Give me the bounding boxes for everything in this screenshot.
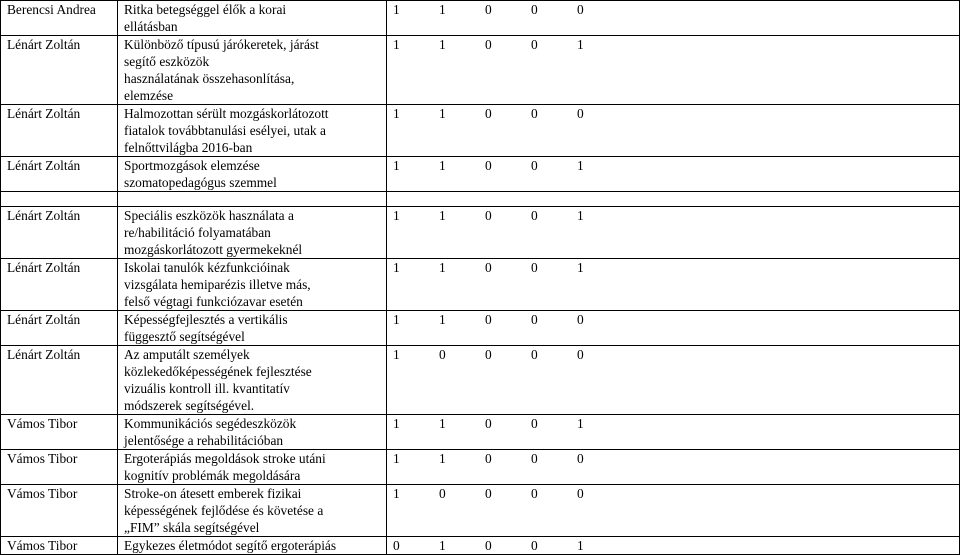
score-value: 0 — [485, 2, 492, 17]
scores-cell — [387, 1, 960, 36]
score-value: 1 — [577, 538, 584, 553]
title-cell — [118, 485, 387, 537]
score-value: 1 — [393, 347, 400, 362]
score-value: 0 — [531, 2, 538, 17]
table-row — [1, 485, 960, 537]
author-cell: Vámos Tibor — [1, 415, 118, 450]
score-value: 1 — [393, 416, 400, 431]
title-cell — [118, 105, 387, 157]
score-value: 0 — [577, 451, 584, 466]
score-value: 1 — [439, 451, 446, 466]
score-value: 1 — [439, 416, 446, 431]
score-value: 1 — [577, 416, 584, 431]
score-value: 1 — [393, 158, 400, 173]
score-value: 0 — [485, 416, 492, 431]
score-value: 0 — [577, 2, 584, 17]
score-value: 1 — [439, 106, 446, 121]
table-row — [1, 259, 960, 311]
score-value: 0 — [531, 486, 538, 501]
title-cell — [118, 415, 387, 450]
score-value: 0 — [531, 451, 538, 466]
score-value: 1 — [439, 2, 446, 17]
author-cell: Vámos Tibor — [1, 537, 118, 555]
score-value: 1 — [439, 208, 446, 223]
table-row — [1, 415, 960, 450]
scores-cell — [387, 450, 960, 485]
table-row — [1, 450, 960, 485]
table-row — [1, 311, 960, 346]
score-value: 0 — [485, 451, 492, 466]
table-row — [1, 105, 960, 157]
author-cell: Lénárt Zoltán — [1, 346, 118, 415]
score-value: 0 — [531, 37, 538, 52]
score-value: 0 — [531, 158, 538, 173]
score-value: 0 — [485, 37, 492, 52]
scores-cell — [387, 105, 960, 157]
scores-cell — [387, 346, 960, 415]
score-value: 0 — [393, 538, 400, 553]
score-value: 0 — [485, 208, 492, 223]
author-cell: Lénárt Zoltán — [1, 207, 118, 259]
score-value: 0 — [531, 347, 538, 362]
author-cell: Lénárt Zoltán — [1, 157, 118, 192]
score-value: 1 — [393, 312, 400, 327]
score-value: 1 — [577, 260, 584, 275]
thesis-table-body — [1, 1, 960, 555]
title-cell — [118, 259, 387, 311]
score-value: 0 — [439, 486, 446, 501]
table-row — [1, 36, 960, 105]
section-gap — [1, 192, 960, 207]
score-value: 1 — [393, 486, 400, 501]
table-row — [1, 346, 960, 415]
score-value: 0 — [577, 312, 584, 327]
score-value: 0 — [531, 106, 538, 121]
thesis-title: Speciális eszközök használata a re/habilitáció folyamatában mozgáskorlátozott gyermekeknél — [124, 208, 303, 257]
table-row — [1, 1, 960, 36]
gap-cell — [387, 192, 960, 207]
score-value: 1 — [577, 208, 584, 223]
score-value: 0 — [577, 486, 584, 501]
score-value: 1 — [439, 260, 446, 275]
author-cell: Lénárt Zoltán — [1, 259, 118, 311]
score-value: 0 — [531, 208, 538, 223]
score-value: 1 — [393, 451, 400, 466]
gap-cell — [118, 192, 387, 207]
title-cell — [118, 207, 387, 259]
thesis-title: Különböző típusú járókeretek, járást segítő eszközök használatának összehasonlítása, elemzése — [124, 37, 319, 103]
title-cell — [118, 1, 387, 36]
score-value: 1 — [577, 158, 584, 173]
score-value: 0 — [531, 538, 538, 553]
thesis-title: Egykezes életmódot segítő ergoterápiás — [124, 538, 337, 553]
author-cell: Lénárt Zoltán — [1, 105, 118, 157]
title-cell — [118, 450, 387, 485]
score-value: 0 — [485, 106, 492, 121]
score-value: 0 — [531, 260, 538, 275]
scores-cell — [387, 537, 960, 555]
score-value: 0 — [485, 486, 492, 501]
thesis-title: Kommunikációs segédeszközök jelentősége a rehabilitációban — [124, 416, 297, 448]
score-value: 1 — [393, 37, 400, 52]
scores-cell — [387, 485, 960, 537]
score-value: 1 — [439, 158, 446, 173]
title-cell — [118, 346, 387, 415]
title-cell — [118, 157, 387, 192]
thesis-title: Iskolai tanulók kézfunkcióinak vizsgálata hemiparézis illetve más, felső végtagi funkciózavar esetén — [124, 260, 311, 309]
score-value: 0 — [439, 347, 446, 362]
table-row — [1, 207, 960, 259]
thesis-title: Halmozottan sérült mozgáskorlátozott fiatalok továbbtanulási esélyei, utak a felnőttvilágba 2016-ban — [124, 106, 329, 155]
scores-cell — [387, 157, 960, 192]
table-row — [1, 157, 960, 192]
author-cell: Berencsi Andrea — [1, 1, 118, 36]
scores-cell — [387, 415, 960, 450]
title-cell — [118, 311, 387, 346]
score-value: 1 — [439, 37, 446, 52]
thesis-title: Ergoterápiás megoldások stroke utáni kognitív problémák megoldására — [124, 451, 326, 483]
score-value: 0 — [485, 260, 492, 275]
thesis-title: Ritka betegséggel élők a korai ellátásban — [124, 2, 287, 34]
thesis-title: Képességfejlesztés a vertikális függesztő segítségével — [124, 312, 288, 344]
thesis-title: Stroke-on átesett emberek fizikai képességének fejlődése és követése a „FIM” skála segítségével — [124, 486, 324, 535]
author-cell: Lénárt Zoltán — [1, 36, 118, 105]
score-value: 1 — [393, 106, 400, 121]
score-value: 0 — [485, 347, 492, 362]
score-value: 1 — [393, 208, 400, 223]
score-value: 1 — [439, 538, 446, 553]
scores-cell — [387, 36, 960, 105]
score-value: 0 — [531, 416, 538, 431]
author-cell: Lénárt Zoltán — [1, 311, 118, 346]
score-value: 0 — [485, 538, 492, 553]
title-cell — [118, 537, 387, 555]
thesis-title: Az amputált személyek közlekedőképességének fejlesztése vizuális kontroll ill. kvantitatív módszerek segítségével. — [124, 347, 312, 413]
author-cell: Vámos Tibor — [1, 485, 118, 537]
score-value: 0 — [577, 106, 584, 121]
score-value: 1 — [577, 37, 584, 52]
score-value: 0 — [485, 158, 492, 173]
score-value: 1 — [439, 312, 446, 327]
score-value: 1 — [393, 260, 400, 275]
scores-cell — [387, 311, 960, 346]
thesis-title: Sportmozgások elemzése szomatopedagógus szemmel — [124, 158, 277, 190]
score-value: 0 — [531, 312, 538, 327]
author-cell: Vámos Tibor — [1, 450, 118, 485]
title-cell — [118, 36, 387, 105]
score-value: 1 — [393, 2, 400, 17]
scores-cell — [387, 259, 960, 311]
score-value: 0 — [485, 312, 492, 327]
table-row — [1, 537, 960, 555]
score-value: 0 — [577, 347, 584, 362]
scores-cell — [387, 207, 960, 259]
gap-cell — [1, 192, 118, 207]
